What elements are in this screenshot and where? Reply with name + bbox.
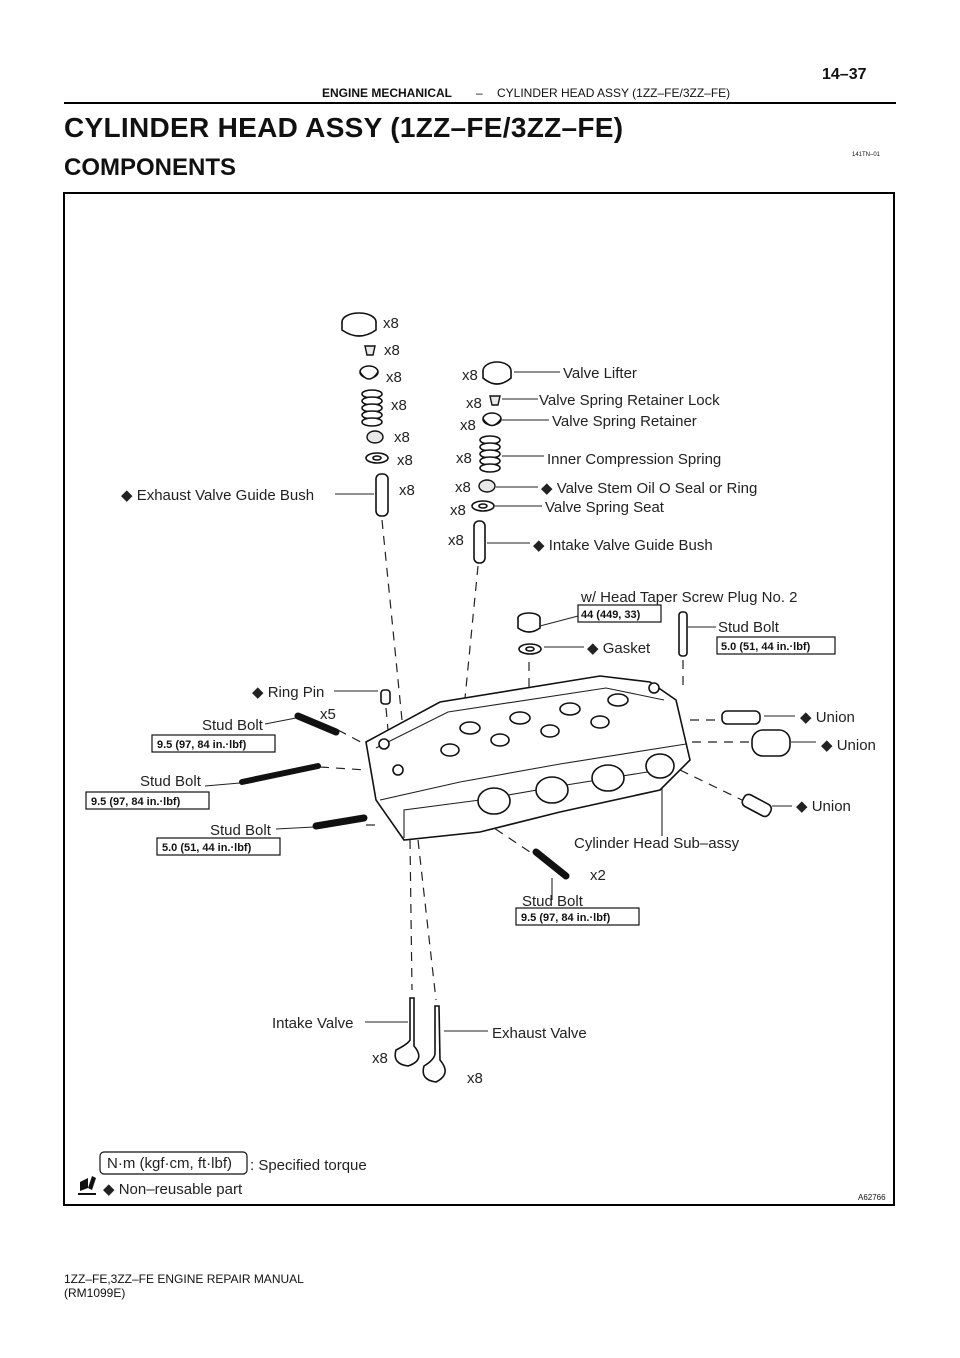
label-oil-seal: ◆ Valve Stem Oil O Seal or Ring [541,480,758,497]
intake-spring-seat-hole [479,504,487,508]
count-exh-lifter: x8 [383,315,399,332]
count-int-lifter: x8 [462,367,478,384]
count-exh-spring: x8 [391,397,407,414]
label-union-1: ◆ Union [800,709,855,726]
footer [64,1272,304,1300]
label-head-sub: Cylinder Head Sub–assy [574,835,740,852]
unions [722,711,790,818]
exhaust-retainer-lock [365,346,375,355]
label-stud-bottom: Stud Bolt [522,893,583,910]
count-exh-retainer: x8 [386,369,402,386]
label-stud-top: Stud Bolt [718,619,779,636]
legend-non-reusable: ◆ Non–reusable part [103,1181,243,1198]
label-valve-lifter: Valve Lifter [563,365,637,382]
torque-stud-c: 5.0 (51, 44 in.·lbf) [162,842,252,854]
stud-bolt-bottom [536,852,566,876]
label-union-3: ◆ Union [796,798,851,815]
label-intake-guide: ◆ Intake Valve Guide Bush [533,537,713,554]
exhaust-valve-part [423,1006,445,1082]
label-plug: w/ Head Taper Screw Plug No. 2 [581,589,798,606]
count-int-lock: x8 [466,395,482,412]
torque-stud-b: 9.5 (97, 84 in.·lbf) [91,796,181,808]
footer-line-1: 1ZZ–FE,3ZZ–FE ENGINE REPAIR MANUAL [64,1272,304,1286]
count-stud-bottom: x2 [590,867,606,884]
torque-stud-a: 9.5 (97, 84 in.·lbf) [157,739,247,751]
exhaust-stack [342,313,388,516]
count-exh-lock: x8 [384,342,400,359]
label-stud-c: Stud Bolt [210,822,271,839]
intake-valve-part [395,998,419,1066]
intake-spring-retainer-base [483,419,501,426]
torque-stud-top: 5.0 (51, 44 in.·lbf) [721,641,811,653]
intake-oil-seal [479,480,495,492]
exhaust-spring-retainer-base [360,372,378,379]
figure-id: A62766 [858,1193,886,1202]
header-separator: – [476,86,483,100]
count-exhaust-valve: x8 [467,1070,483,1087]
stud-bolt-c [316,818,364,826]
cylinder-head [366,676,690,840]
count-int-spring: x8 [456,450,472,467]
ring-pin-part [381,690,390,704]
intake-valve-lifter-body [483,371,511,384]
count-exh-seal: x8 [394,429,410,446]
label-spring-retainer: Valve Spring Retainer [552,413,697,430]
torque-boxes [86,605,835,1174]
exhaust-spring [362,390,382,426]
torque-stud-bottom: 9.5 (97, 84 in.·lbf) [521,912,611,924]
exhaust-spring-seat-hole [373,456,381,460]
label-gasket: ◆ Gasket [587,640,651,657]
exhaust-guide-bush [376,474,388,516]
gasket-hole [526,647,534,651]
count-int-seat: x8 [450,502,466,519]
section-subtitle: COMPONENTS [64,154,237,181]
union-1 [722,711,760,724]
book-icon [78,1176,96,1194]
label-exhaust-valve: Exhaust Valve [492,1025,587,1042]
torque-plug: 44 (449, 33) [581,609,641,621]
stud-bolt-b [242,766,318,782]
intake-retainer-lock [490,396,500,405]
label-retainer-lock: Valve Spring Retainer Lock [539,392,720,409]
count-int-retainer: x8 [460,417,476,434]
intake-guide-bush [474,521,485,563]
label-intake-valve: Intake Valve [272,1015,354,1032]
legend-unit: N·m (kgf·cm, ft·lbf) [107,1155,232,1172]
label-exhaust-guide: ◆ Exhaust Valve Guide Bush [121,487,315,504]
count-exh-guide: x8 [399,482,415,499]
page-number: 14–37 [822,66,867,83]
footer-line-2: (RM1099E) [64,1286,126,1300]
exhaust-oil-seal [367,431,383,443]
label-spring-seat: Valve Spring Seat [545,499,664,516]
label-inner-spring: Inner Compression Spring [547,451,722,468]
label-ring-pin: ◆ Ring Pin [252,684,325,701]
count-ring-pin: x5 [320,706,336,723]
count-exh-seat: x8 [397,452,413,469]
page-title: CYLINDER HEAD ASSY (1ZZ–FE/3ZZ–FE) [64,112,624,143]
legend-specified: : Specified torque [250,1157,367,1174]
intake-stack [472,362,511,563]
union-3 [740,793,773,819]
cylinder-head-outline [366,676,690,840]
stud-bolt-top [679,612,687,656]
count-int-guide: x8 [448,532,464,549]
taper-screw-plug-body [518,618,540,632]
header-section: ENGINE MECHANICAL [322,86,453,100]
exhaust-valve-lifter-body [342,322,376,336]
valves [395,998,445,1082]
document-code: 141TN–01 [852,152,881,158]
count-intake-valve: x8 [372,1050,388,1067]
union-2 [752,730,790,756]
label-stud-a: Stud Bolt [202,717,263,734]
label-union-2: ◆ Union [821,737,876,754]
intake-spring [480,436,500,472]
header-subsection: CYLINDER HEAD ASSY (1ZZ–FE/3ZZ–FE) [497,86,731,100]
count-int-seal: x8 [455,479,471,496]
label-stud-b: Stud Bolt [140,773,201,790]
